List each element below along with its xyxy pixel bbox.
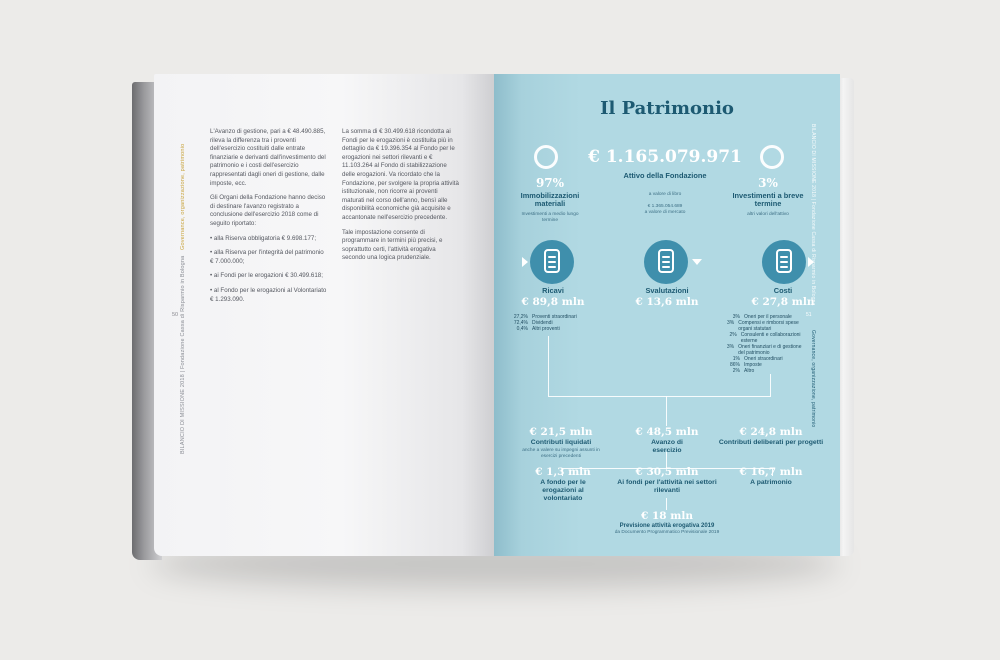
list-item: 72,4% Dividendi: [513, 320, 553, 326]
svalutazioni-icon: [644, 240, 688, 284]
right-page-number: 51: [806, 312, 812, 318]
right-spine-section: Governance, organizzazione, patrimonio: [810, 330, 816, 428]
list-item: 3% Oneri finanziari e di gestione del patrimonio: [726, 344, 802, 356]
ricavi-breakdown: [508, 314, 577, 332]
fixed-assets-label: Immobilizzazioni materiali: [520, 191, 580, 209]
costi-label: Costi: [773, 286, 793, 295]
connector-line: [548, 396, 770, 397]
contributi-sub: anche a valere su impegni assunti in esercizi precedenti: [522, 448, 600, 459]
pie-3-icon: [760, 145, 784, 169]
list-item: 0,4% Altri proventi: [516, 326, 560, 332]
left-column-2: [342, 128, 460, 269]
paragraph: La somma di € 30.499.618 ricondotta ai Fondi per le erogazioni è costituita più in dettaglio da € 19.396.354 al Fondo per le erogazioni nei settori rilevanti e € 11.103.264 al Fondo di stabilizzazione delle erogazioni. Va ricordato che la Fondazione, per svolgere la propria attività istituzionale, non ricorre ai proventi maturati nel corso dell'anno, bensì alle disponibilità economiche già acquisite e accantonate nell'esercizio precedente.: [342, 128, 459, 221]
previsione-value: € 18 mln: [641, 510, 693, 522]
short-term-sub: altri valori dell'attivo: [747, 212, 789, 217]
short-term-label: Investimenti a breve termine: [732, 191, 804, 209]
connector-line: [770, 374, 771, 397]
left-percent: 97%: [535, 176, 565, 190]
market-value-amount: € 1.365.054.689: [647, 204, 683, 209]
pie-97-icon: [534, 145, 558, 169]
patrimonio-label: A patrimonio: [750, 479, 792, 486]
list-item: • al Fondo per le erogazioni al Volontariato € 1.293.090.: [210, 286, 327, 303]
deliberati-label: Contributi deliberati per progetti: [718, 439, 824, 446]
list-item: 2% Consulenti e collaborazioni esterne: [729, 332, 801, 344]
total-assets-value: € 1.165.079.971: [588, 147, 742, 167]
avanzo-value: € 48,5 mln: [635, 426, 699, 438]
ricavi-value: € 89,8 mln: [521, 296, 585, 308]
list-item: • alla Riserva per l'integrità del patrimonio € 7.000.000;: [210, 249, 324, 265]
volontariato-label: A fondo per le erogazioni al volontariato: [540, 479, 586, 503]
right-spine-text: BILANCIO DI MISSIONE 2018 | Fondazione Cassa di Risparmio in Bologna: [810, 124, 816, 306]
left-page: [154, 74, 496, 556]
right-percent: 3%: [758, 176, 778, 190]
costi-breakdown: [720, 314, 806, 374]
page-title: Il Patrimonio: [600, 98, 734, 119]
previsione-sub: da Documento Programmatico Previsionale 2019: [614, 530, 720, 535]
svalutazioni-value: € 13,6 mln: [635, 296, 699, 308]
left-page-number: 50: [172, 312, 179, 318]
paragraph: Tale impostazione consente di programmare in termini più precisi, e soprattutto certi, l'attività erogativa secondo una logica prudenziale.: [342, 228, 443, 262]
costi-icon: [762, 240, 806, 284]
total-assets-label: Attivo della Fondazione: [623, 171, 707, 180]
fondi-label: Ai fondi per l'attività nei settori rilevanti: [617, 479, 717, 495]
market-value-label: a valore di mercato: [644, 210, 686, 215]
left-column-1: [210, 128, 328, 310]
contributi-value: € 21,5 mln: [529, 426, 593, 438]
avanzo-label: Avanzo di esercizio: [651, 439, 683, 455]
svalutazioni-label: Svalutazioni: [645, 286, 689, 295]
list-item: 27,2% Proventi straordinari: [513, 314, 577, 320]
left-spine-text: BILANCIO DI MISSIONE 2018 | Fondazione Cassa di Risparmio in Bologna: [180, 255, 186, 454]
list-item: • alla Riserva obbligatoria € 9.698.177;: [210, 234, 317, 242]
connector-line: [666, 396, 667, 426]
connector-line: [666, 498, 667, 510]
previsione-label: Previsione attività erogativa 2019: [619, 523, 715, 529]
book-value-label: a valore di libro: [648, 192, 682, 197]
list-item: 1% Oneri straordinari: [732, 356, 783, 362]
ricavi-icon: [530, 240, 574, 284]
volontariato-value: € 1,3 mln: [535, 466, 591, 478]
contributi-label: Contributi liquidati: [530, 439, 592, 446]
patrimonio-value: € 16,7 mln: [739, 466, 803, 478]
paragraph: L'Avanzo di gestione, pari a € 48.490.885, rileva la differenza tra i proventi dell'esercizio costituiti dalle entrate finanziarie e derivanti dall'investimento del patrimonio e i costi dell'esercizio rappresentati dagli oneri di gestione, dalle imposte, ecc.: [210, 128, 326, 187]
right-page: [494, 74, 840, 556]
list-item: 86% Imposte: [729, 362, 762, 368]
arrow-right-icon: [522, 257, 528, 267]
paragraph: Gli Organi della Fondazione hanno deciso di destinare l'avanzo registrato a conclusione dell'esercizio 2018 come di seguito riportato:: [210, 194, 326, 227]
arrow-right-icon: [808, 257, 814, 267]
left-spine-section: Governance, organizzazione, patrimonio: [180, 143, 186, 250]
list-item: 2% Altro: [732, 368, 755, 374]
list-item: 3% Oneri per il personale: [732, 314, 792, 320]
deliberati-value: € 24,8 mln: [739, 426, 803, 438]
costi-value: € 27,8 mln: [751, 296, 815, 308]
ricavi-label: Ricavi: [542, 286, 564, 295]
fixed-assets-sub: Investimenti a medio lungo termine: [521, 212, 579, 223]
connector-line: [548, 336, 549, 396]
fondi-value: € 30,5 mln: [635, 466, 699, 478]
open-book: [132, 74, 854, 560]
arrow-down-icon: [692, 259, 702, 265]
list-item: 3% Compensi e rimborsi spese organi statutari: [727, 320, 799, 332]
list-item: • ai Fondi per le erogazioni € 30.499.618;: [210, 272, 323, 280]
